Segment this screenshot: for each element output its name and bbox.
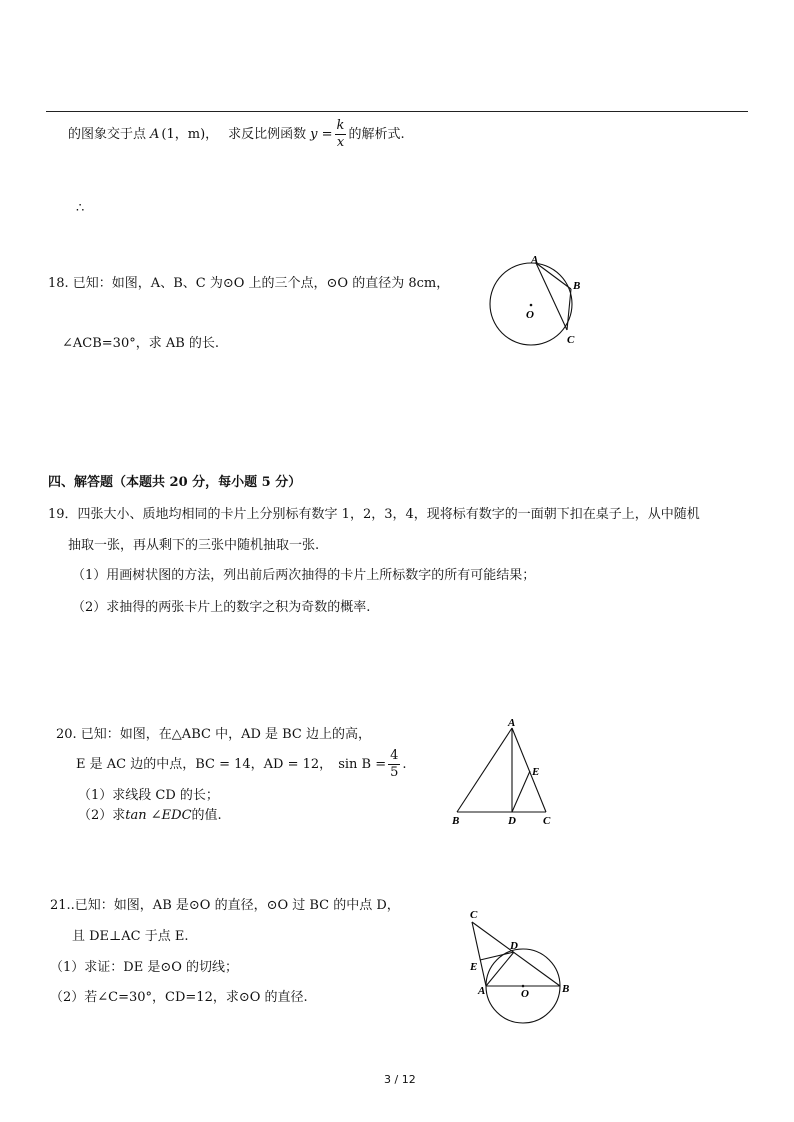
q18-center-dot: [530, 304, 533, 307]
q17-therefore: ∴: [76, 201, 85, 216]
q21-label-b: B: [562, 983, 570, 995]
q17-frac-den: x: [336, 135, 345, 150]
q20-label-d: D: [508, 815, 516, 827]
q17-frac-num: k: [336, 118, 345, 133]
q20-sub2-tan: tan ∠EDC: [125, 808, 192, 823]
q20-sin-end: .: [402, 756, 407, 772]
q17-y-eq: y =: [310, 126, 333, 142]
q21-sub2: （2）若∠C=30°，CD=12，求⊙O 的直径.: [50, 990, 308, 1005]
q20-sin-fraction: [388, 748, 400, 781]
q21-label-a: A: [478, 985, 486, 997]
q21-label-e: E: [470, 961, 478, 973]
q20-line2: [76, 748, 407, 781]
q18-figure: [484, 250, 594, 350]
q21-label-o: O: [521, 988, 529, 1000]
q20-segment-de: [512, 771, 530, 812]
q21-line1: 21..已知：如图，AB 是⊙O 的直径，⊙O 过 BC 的中点 D，: [50, 898, 400, 913]
q18-label-b: B: [573, 280, 581, 292]
q20-sub2-prefix: （2）求: [78, 808, 126, 823]
q18-line1: 18. 已知：如图，A、B、C 为⊙O 上的三个点，⊙O 的直径为 8cm，: [48, 276, 450, 291]
q19-sub2: （2）求抽得的两张卡片上的数字之积为奇数的概率.: [72, 600, 371, 615]
q18-chord-ac: [536, 263, 567, 330]
q21-line2: 且 DE⊥AC 于点 E.: [72, 929, 189, 944]
q17-suffix: 的解析式.: [348, 126, 405, 142]
q19-line1: 19．四张大小、质地均相同的卡片上分别标有数字 1，2，3，4，现将标有数字的一面朝下扣在桌子上，从中随机: [48, 507, 700, 522]
q17-prefix: 的图象交于点: [68, 126, 147, 142]
q18-line2: ∠ACB=30°，求 AB 的长.: [62, 336, 220, 351]
q17-line: [68, 118, 405, 151]
q18-label-o: O: [526, 309, 534, 321]
section4-title: 四、解答题（本题共 20 分，每小题 5 分）: [48, 475, 302, 490]
q20-label-e: E: [532, 766, 540, 778]
q20-sub2-suffix: 的值.: [191, 808, 222, 823]
q20-label-b: B: [452, 815, 460, 827]
q21-segment-ca: [472, 922, 486, 986]
q17-mid: 求反比例函数: [228, 126, 307, 142]
q17-point-coords: (1，m)，: [161, 126, 219, 142]
q17-fraction: [335, 118, 347, 151]
q20-figure: [446, 712, 566, 832]
q21-center-dot: [522, 985, 525, 988]
q18-chord-ab: [536, 263, 571, 289]
q18-label-c: C: [567, 334, 575, 346]
q20-label-a: A: [508, 717, 516, 729]
q20-sub1: （1）求线段 CD 的长；: [78, 788, 219, 803]
q20-sin-label: sin B =: [338, 756, 387, 772]
q19-line2: 抽取一张，再从剩下的三张中随机抽取一张.: [68, 538, 320, 553]
q20-line1: 20. 已知：如图，在△ABC 中，AD 是 BC 边上的高，: [56, 727, 372, 742]
q20-sin-den: 5: [390, 765, 399, 780]
q20-label-c: C: [543, 815, 551, 827]
q18-chord-bc: [567, 289, 571, 330]
q20-side-ab: [457, 728, 512, 812]
page-number: 3 / 12: [384, 1073, 416, 1086]
q21-segment-cb: [472, 922, 560, 986]
q17-point-letter: A: [150, 126, 160, 142]
q21-sub1: （1）求证：DE 是⊙O 的切线；: [50, 960, 238, 975]
q20-line2-text: E 是 AC 边的中点，BC = 14，AD = 12，: [76, 756, 333, 772]
q20-sub2: [78, 808, 222, 824]
q21-label-d: D: [510, 940, 518, 952]
q18-label-a: A: [531, 254, 539, 266]
q19-sub1: （1）用画树状图的方法，列出前后两次抽得的卡片上所标数字的所有可能结果；: [72, 568, 536, 583]
q20-sin-num: 4: [390, 748, 399, 763]
q21-label-c: C: [470, 909, 478, 921]
header-rule: [46, 111, 748, 112]
q21-figure: [462, 904, 572, 1028]
